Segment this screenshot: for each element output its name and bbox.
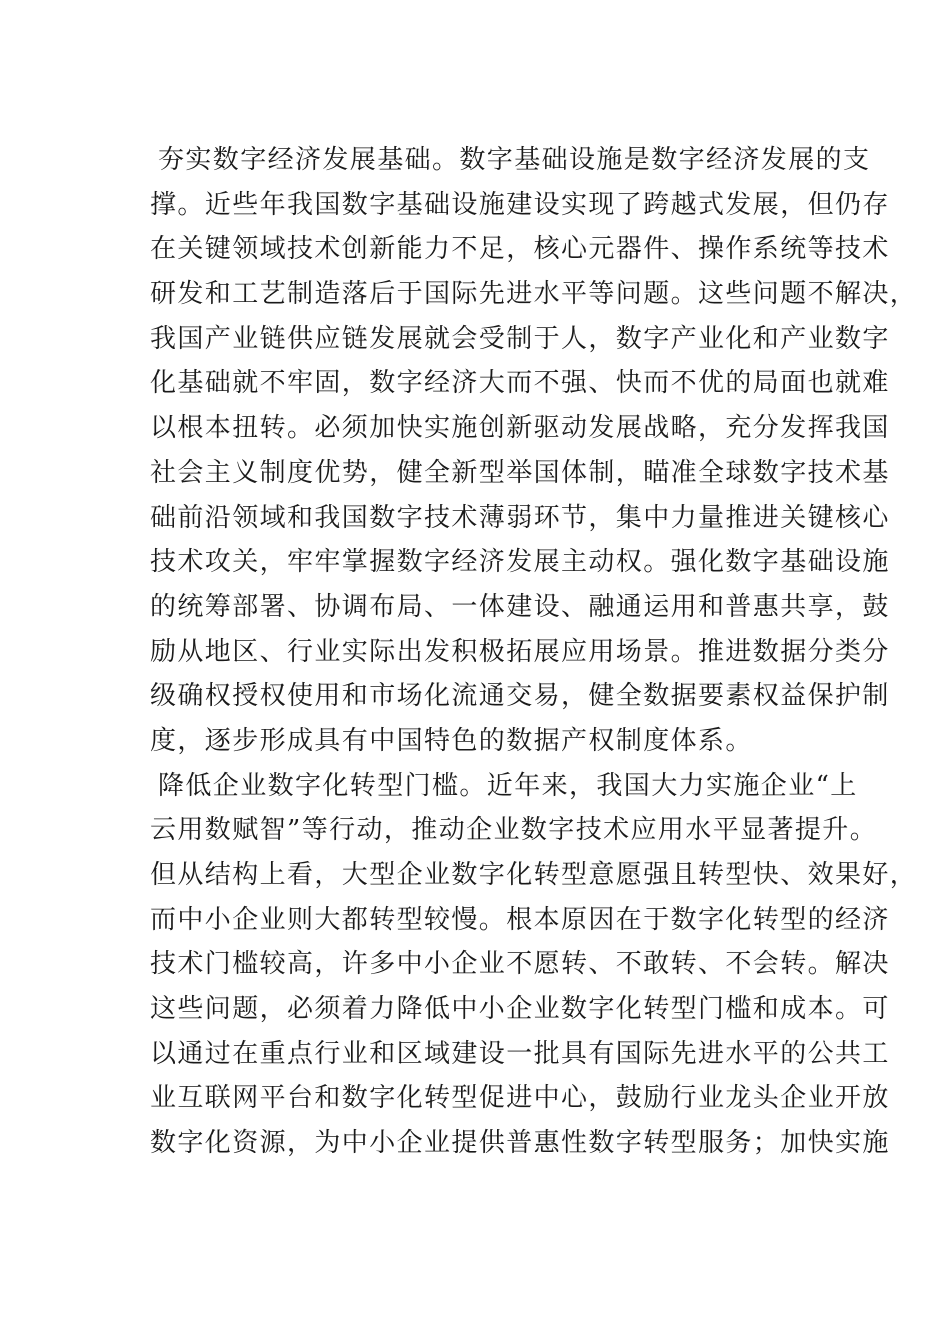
paragraph-1-line-4: 研发和工艺制造落后于国际先进水平等问题。这些问题不解决，: [150, 279, 918, 310]
paragraph-2-line-8: 业互联网平台和数字化转型促进中心，鼓励行业龙头企业开放: [150, 1083, 890, 1114]
paragraph-2-line-5: 技术门槛较高，许多中小企业不愿转、不敢转、不会转。解决: [150, 949, 890, 980]
paragraph-1-line-6: 化基础就不牢固，数字经济大而不强、快而不优的局面也就难: [150, 368, 890, 399]
paragraph-1-line-2: 撑。近些年我国数字基础设施建设实现了跨越式发展，但仍存: [150, 189, 890, 220]
paragraph-1-line-11: 的统筹部署、协调布局、一体建设、融通运用和普惠共享，鼓: [150, 591, 890, 622]
paragraph-2-line-7: 以通过在重点行业和区域建设一批具有国际先进水平的公共工: [150, 1038, 890, 1069]
paragraph-1-line-12: 励从地区、行业实际出发积极拓展应用场景。推进数据分类分: [150, 636, 890, 667]
paragraph-1-line-8: 社会主义制度优势，健全新型举国体制，瞄准全球数字技术基: [150, 457, 890, 488]
paragraph-1-line-7: 以根本扭转。必须加快实施创新驱动发展战略，充分发挥我国: [150, 413, 890, 444]
paragraph-1-line-5: 我国产业链供应链发展就会受制于人，数字产业化和产业数字: [150, 323, 890, 354]
paragraph-2-line-1: 降低企业数字化转型门槛。近年来，我国大力实施企业“上: [158, 770, 858, 801]
paragraph-1-line-10: 技术攻关，牢牢掌握数字经济发展主动权。强化数字基础设施: [150, 547, 890, 578]
paragraph-1-line-14: 度，逐步形成具有中国特色的数据产权制度体系。: [150, 725, 753, 756]
paragraph-1-line-13: 级确权授权使用和市场化流通交易，健全数据要素权益保护制: [150, 681, 890, 712]
paragraph-2-line-4: 而中小企业则大都转型较慢。根本原因在于数字化转型的经济: [150, 904, 890, 935]
paragraph-2-line-2: 云用数赋智”等行动，推动企业数字技术应用水平显著提升。: [150, 815, 878, 846]
paragraph-2-line-6: 这些问题，必须着力降低中小企业数字化转型门槛和成本。可: [150, 994, 890, 1025]
paragraph-2-line-3: 但从结构上看，大型企业数字化转型意愿强且转型快、效果好，: [150, 860, 918, 890]
paragraph-1-line-9: 础前沿领域和我国数字技术薄弱环节，集中力量推进关键核心: [150, 502, 890, 533]
paragraph-1-line-3: 在关键领域技术创新能力不足，核心元器件、操作系统等技术: [150, 234, 890, 265]
paragraph-2-line-9: 数字化资源，为中小企业提供普惠性数字转型服务；加快实施: [150, 1128, 890, 1159]
body-text: [150, 138, 918, 1166]
paragraph-1-line-1: 夯实数字经济发展基础。数字基础设施是数字经济发展的支: [158, 145, 871, 175]
